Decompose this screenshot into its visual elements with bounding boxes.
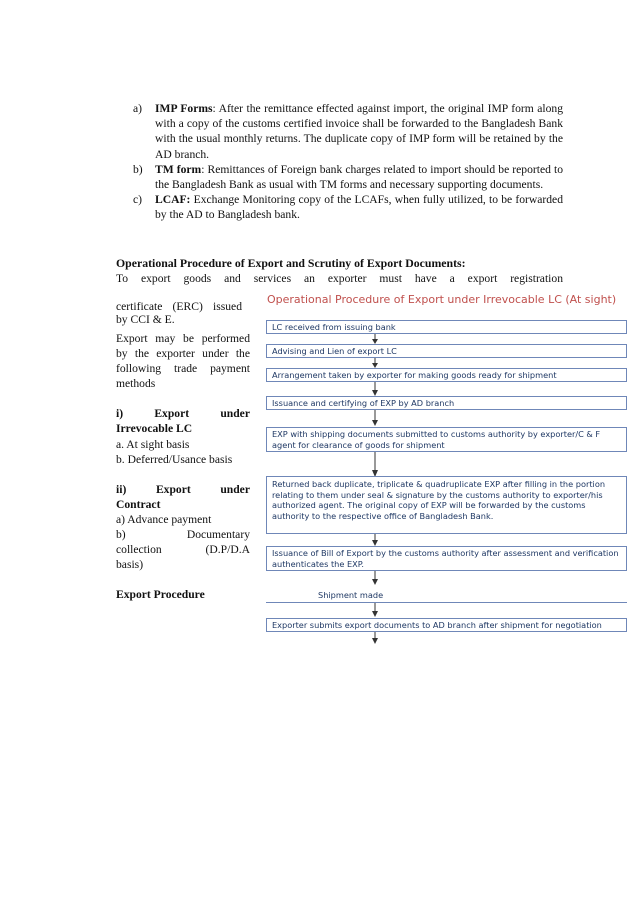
option-b-word: Documentary bbox=[186, 528, 250, 542]
flowchart-step-5: EXP with shipping documents submitted to customs authority by exporter/C & F agent for clearance of goods for shipment bbox=[266, 427, 627, 452]
flowchart-step-8: Shipment made bbox=[318, 590, 384, 600]
list-marker: b) bbox=[133, 162, 143, 176]
intro-line-2-text: certificate (ERC) issued bbox=[116, 300, 242, 313]
intro-line-1: To export goods and services an exporter must have a export registration bbox=[116, 272, 563, 285]
flow-arrow-icon bbox=[370, 571, 380, 585]
method-ii-option-b bbox=[116, 527, 250, 542]
flow-arrow-icon bbox=[370, 382, 380, 396]
method-ii-number: ii) bbox=[116, 482, 127, 496]
method-ii-subheading: Contract bbox=[116, 497, 161, 511]
list-text: : After the remittance effected against import, the original IMP form along with a copy of the customs certified invoice shall be forwarded to the Bangladesh Bank with the usual monthly returns. The duplicate copy of IMP form will be retained by the AD branch. bbox=[155, 102, 564, 161]
para-line: by the exporter under the bbox=[116, 347, 250, 361]
export-procedure-flowchart bbox=[266, 320, 629, 647]
method-i-heading bbox=[116, 406, 250, 421]
list-item bbox=[133, 162, 563, 192]
list-marker: c) bbox=[133, 193, 143, 207]
list-marker: a) bbox=[133, 102, 143, 115]
method-i-word: Export bbox=[154, 407, 190, 421]
option-b-basis: (D.P/D.A bbox=[205, 543, 250, 557]
flowchart-step-9: Exporter submits export documents to AD branch after shipment for negotiation bbox=[266, 618, 627, 632]
flow-arrow-icon bbox=[370, 452, 380, 477]
flow-arrow-icon bbox=[370, 534, 380, 546]
para-line: methods bbox=[116, 377, 156, 391]
method-ii-option-a: a) Advance payment bbox=[116, 512, 212, 526]
method-i-option-b: b. Deferred/Usance basis bbox=[116, 452, 233, 466]
method-ii-heading bbox=[116, 482, 250, 497]
method-i-under: under bbox=[220, 407, 250, 421]
flowchart-divider bbox=[266, 602, 627, 603]
flow-arrow-icon bbox=[370, 358, 380, 368]
flowchart-step-2: Advising and Lien of export LC bbox=[266, 344, 627, 358]
flow-arrow-icon bbox=[370, 603, 380, 617]
flowchart-step-7: Issuance of Bill of Export by the customs authority after assessment and verification authenticates the EXP. bbox=[266, 546, 627, 571]
import-document-list bbox=[133, 101, 563, 223]
list-text: : Remittances of Foreign bank charges related to import should be reported to the Bangladesh Bank as usual with TM forms and necessary supporting documents. bbox=[155, 162, 563, 192]
para-line: Export may be performed bbox=[116, 332, 250, 345]
flowchart-step-4: Issuance and certifying of EXP by AD branch bbox=[266, 396, 627, 410]
option-b-marker: b) bbox=[116, 528, 126, 542]
flowchart-step-6: Returned back duplicate, triplicate & quadruplicate EXP after filling in the portion relating to them under seal & signature by the customs authority to exporter/his authorized agent. The original copy of EXP will be forwarded by the customs authority to the respective office of Bangladesh Bank. bbox=[266, 476, 627, 534]
method-i-subheading: Irrevocable LC bbox=[116, 422, 193, 436]
method-i-option-a: a. At sight basis bbox=[116, 437, 190, 451]
list-item bbox=[133, 192, 563, 222]
list-text: Exchange Monitoring copy of the LCAFs, when fully utilized, to be forwarded by the AD to Bangladesh bank. bbox=[155, 193, 563, 222]
export-procedure-heading: Export Procedure bbox=[116, 588, 205, 602]
method-ii-word: Export bbox=[155, 482, 191, 496]
section-heading: Operational Procedure of Export and Scrutiny of Export Documents: bbox=[116, 256, 466, 270]
list-item bbox=[133, 101, 563, 162]
flow-arrow-icon bbox=[370, 632, 380, 644]
flowchart-step-3: Arrangement taken by exporter for making goods ready for shipment bbox=[266, 368, 627, 382]
flowchart-step-1: LC received from issuing bank bbox=[266, 320, 627, 334]
payment-methods-column bbox=[116, 331, 250, 602]
intro-line-3-text: by CCI & E. bbox=[116, 313, 175, 326]
list-term: IMP Forms bbox=[155, 102, 213, 115]
flow-arrow-icon bbox=[370, 410, 380, 426]
option-b-collection: collection bbox=[116, 543, 162, 557]
method-ii-option-b-end: basis) bbox=[116, 558, 144, 572]
flow-arrow-icon bbox=[370, 334, 380, 344]
list-term: TM form bbox=[155, 162, 202, 176]
flowchart-title: Operational Procedure of Export under Irrevocable LC (At sight) bbox=[267, 293, 617, 306]
list-term: LCAF: bbox=[155, 193, 191, 207]
para-line: following trade payment bbox=[116, 362, 250, 376]
method-ii-option-b-cont bbox=[116, 542, 250, 557]
method-i-number: i) bbox=[116, 407, 124, 421]
method-ii-under: under bbox=[220, 482, 250, 496]
intro-line-2 bbox=[116, 300, 242, 326]
